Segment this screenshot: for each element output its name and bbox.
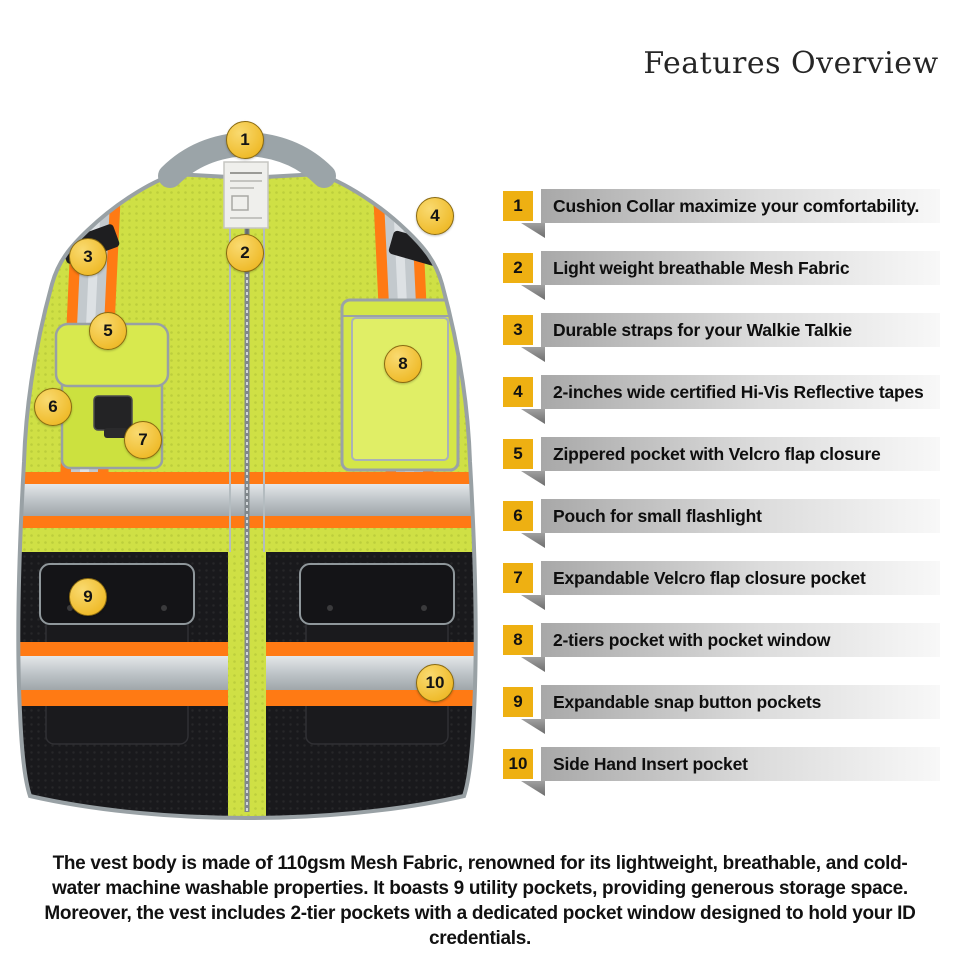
- feature-number: 7: [503, 563, 533, 593]
- feature-row-7: [503, 561, 940, 595]
- feature-number: 9: [503, 687, 533, 717]
- feature-row-2: [503, 251, 940, 285]
- ribbon-fold: [521, 533, 545, 548]
- feature-row-6: [503, 499, 940, 533]
- feature-list: [503, 189, 940, 809]
- callout-8: [384, 345, 422, 383]
- callout-9-number: 9: [83, 587, 93, 606]
- neck-label-tag: [224, 162, 268, 228]
- feature-label: Expandable Velcro flap closure pocket: [541, 561, 940, 595]
- callout-7-number: 7: [138, 430, 148, 449]
- ribbon-fold: [521, 719, 545, 734]
- callout-9: [69, 578, 107, 616]
- callout-1-number: 1: [240, 130, 250, 149]
- ribbon-fold: [521, 781, 545, 796]
- feature-label: Durable straps for your Walkie Talkie: [541, 313, 940, 347]
- callout-5-number: 5: [103, 321, 113, 340]
- feature-row-1: [503, 189, 940, 223]
- feature-row-9: [503, 685, 940, 719]
- ribbon-fold: [521, 223, 545, 238]
- feature-label: 2-tiers pocket with pocket window: [541, 623, 940, 657]
- ribbon-fold: [521, 285, 545, 300]
- feature-label: Cushion Collar maximize your comfortability.: [541, 189, 940, 223]
- callout-7: [124, 421, 162, 459]
- ribbon-fold: [521, 657, 545, 672]
- feature-label: Zippered pocket with Velcro flap closure: [541, 437, 940, 471]
- feature-number: 8: [503, 625, 533, 655]
- feature-label: Expandable snap button pockets: [541, 685, 940, 719]
- ribbon-fold: [521, 471, 545, 486]
- feature-label: Side Hand Insert pocket: [541, 747, 940, 781]
- callout-10: [416, 664, 454, 702]
- callout-1: [226, 121, 264, 159]
- feature-number: 3: [503, 315, 533, 345]
- feature-label: Pouch for small flashlight: [541, 499, 940, 533]
- feature-number: 4: [503, 377, 533, 407]
- feature-row-4: [503, 375, 940, 409]
- feature-label: 2-inches wide certified Hi-Vis Reflective tapes: [541, 375, 940, 409]
- feature-row-5: [503, 437, 940, 471]
- feature-row-10: [503, 747, 940, 781]
- ribbon-fold: [521, 347, 545, 362]
- page-title: Features Overview: [643, 46, 939, 81]
- callout-5: [89, 312, 127, 350]
- callout-6-number: 6: [48, 397, 58, 416]
- feature-number: 6: [503, 501, 533, 531]
- callout-10-number: 10: [425, 673, 445, 692]
- product-description: The vest body is made of 110gsm Mesh Fabric, renowned for its lightweight, breathable, and cold-water machine washable properties. It boasts 9 utility pockets, providing generous storage space. Moreover, the vest includes 2-tier pockets with a dedicated pocket window designed to hold your ID credentials.: [44, 853, 916, 950]
- callout-2: [226, 234, 264, 272]
- feature-number: 5: [503, 439, 533, 469]
- feature-number: 10: [503, 749, 533, 779]
- callout-3: [69, 238, 107, 276]
- callout-6: [34, 388, 72, 426]
- callout-3-number: 3: [83, 247, 93, 266]
- feature-number: 1: [503, 191, 533, 221]
- ribbon-fold: [521, 595, 545, 610]
- feature-number: 2: [503, 253, 533, 283]
- feature-row-8: [503, 623, 940, 657]
- callout-2-number: 2: [240, 243, 250, 262]
- callout-4: [416, 197, 454, 235]
- ribbon-fold: [521, 409, 545, 424]
- callout-4-number: 4: [430, 206, 440, 225]
- right-chest-pocket: [342, 300, 458, 470]
- feature-row-3: [503, 313, 940, 347]
- callout-8-number: 8: [398, 354, 408, 373]
- feature-label: Light weight breathable Mesh Fabric: [541, 251, 940, 285]
